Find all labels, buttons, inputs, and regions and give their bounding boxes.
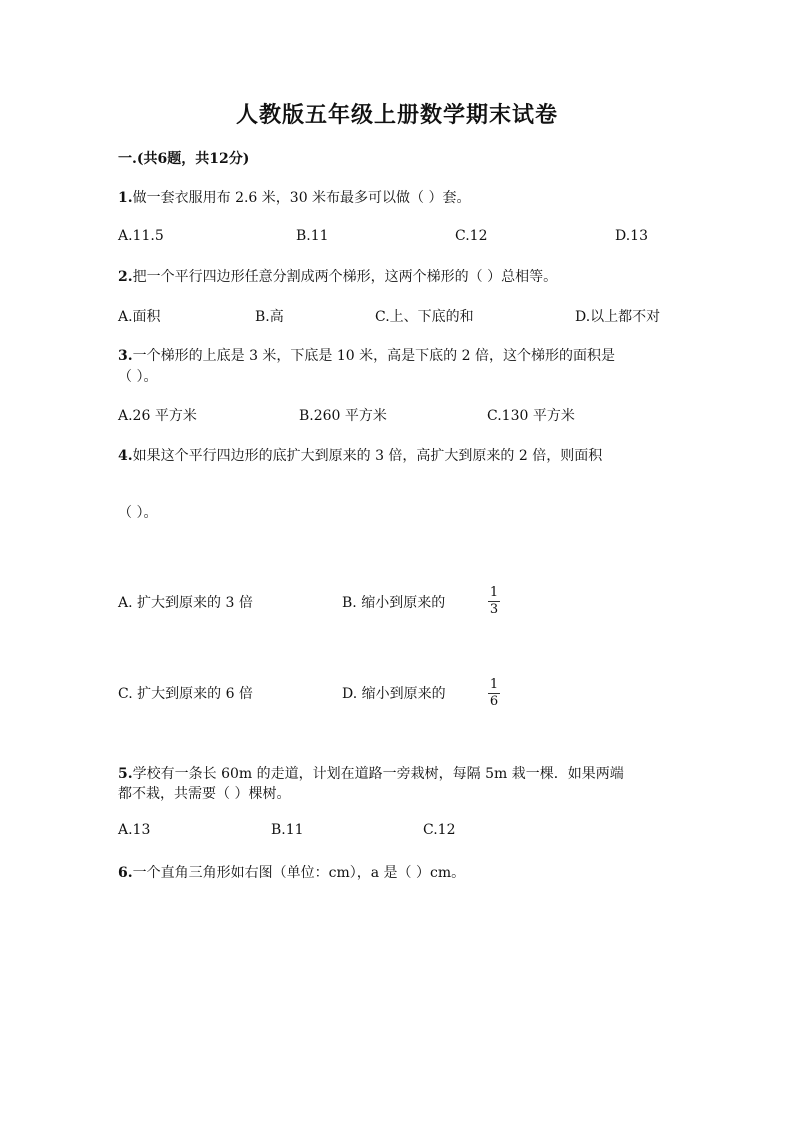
question-text: 学校有一条长 60m 的走道，计划在道路一旁栽树，每隔 5m 栽一棵．如果两端 <box>132 766 624 782</box>
q3-option-a: A.26 平方米 <box>118 408 197 424</box>
question-3 <box>118 345 615 365</box>
question-text: 如果这个平行四边形的底扩大到原来的 3 倍，高扩大到原来的 2 倍，则面积 <box>132 448 603 464</box>
q2-option-b: B.高 <box>255 309 284 325</box>
question-number: 3. <box>118 348 133 364</box>
question-number: 6. <box>118 865 133 881</box>
section-heading: 一.(共6题，共12分) <box>118 151 250 167</box>
q5-option-c: C.12 <box>423 822 456 838</box>
question-number: 5. <box>118 766 133 782</box>
question-text: 做一套衣服用布 2.6 米，30 米布最多可以做（ ）套。 <box>132 190 471 206</box>
q4-option-c: C. 扩大到原来的 6 倍 <box>118 686 253 702</box>
q3-option-b: B.260 平方米 <box>299 408 387 424</box>
q2-option-d: D.以上都不对 <box>575 309 661 325</box>
question-5-line-2: 都不栽，共需要（ ）棵树。 <box>118 786 291 802</box>
fraction-numerator: 1 <box>489 585 499 600</box>
q1-option-d: D.13 <box>615 228 648 244</box>
question-3-line-2: （ ）。 <box>118 369 158 385</box>
q4-option-d: D. 缩小到原来的 <box>342 686 446 702</box>
fraction-numerator: 1 <box>489 677 499 692</box>
question-number: 1. <box>118 190 133 206</box>
q4-option-b: B. 缩小到原来的 <box>342 595 446 611</box>
q1-option-a: A.11.5 <box>118 228 164 244</box>
question-text: 一个梯形的上底是 3 米，下底是 10 米，高是下底的 2 倍，这个梯形的面积是 <box>132 348 615 364</box>
question-1 <box>118 187 471 207</box>
question-number: 2. <box>118 269 133 285</box>
q3-option-c: C.130 平方米 <box>487 408 575 424</box>
question-4-line-2: （ ）。 <box>118 505 158 521</box>
q4-option-d-fraction <box>487 678 501 709</box>
question-5 <box>118 763 624 783</box>
question-4 <box>118 445 602 465</box>
q5-option-b: B.11 <box>271 822 304 838</box>
q4-option-a: A. 扩大到原来的 3 倍 <box>118 595 253 611</box>
question-6 <box>118 862 465 882</box>
question-number: 4. <box>118 448 133 464</box>
q2-option-c: C.上、下底的和 <box>375 309 474 325</box>
question-2 <box>118 266 557 286</box>
question-text: 一个直角三角形如右图（单位：cm），a 是（ ）cm。 <box>132 865 466 881</box>
q4-option-b-fraction <box>487 586 501 617</box>
q5-option-a: A.13 <box>118 822 151 838</box>
q1-option-c: C.12 <box>455 228 488 244</box>
q1-option-b: B.11 <box>296 228 329 244</box>
question-text: 把一个平行四边形任意分割成两个梯形，这两个梯形的（ ）总相等。 <box>132 269 558 285</box>
q2-option-a: A.面积 <box>118 309 161 325</box>
fraction-denominator: 6 <box>489 694 499 709</box>
fraction-denominator: 3 <box>489 602 499 617</box>
page-title: 人教版五年级上册数学期末试卷 <box>235 102 558 128</box>
